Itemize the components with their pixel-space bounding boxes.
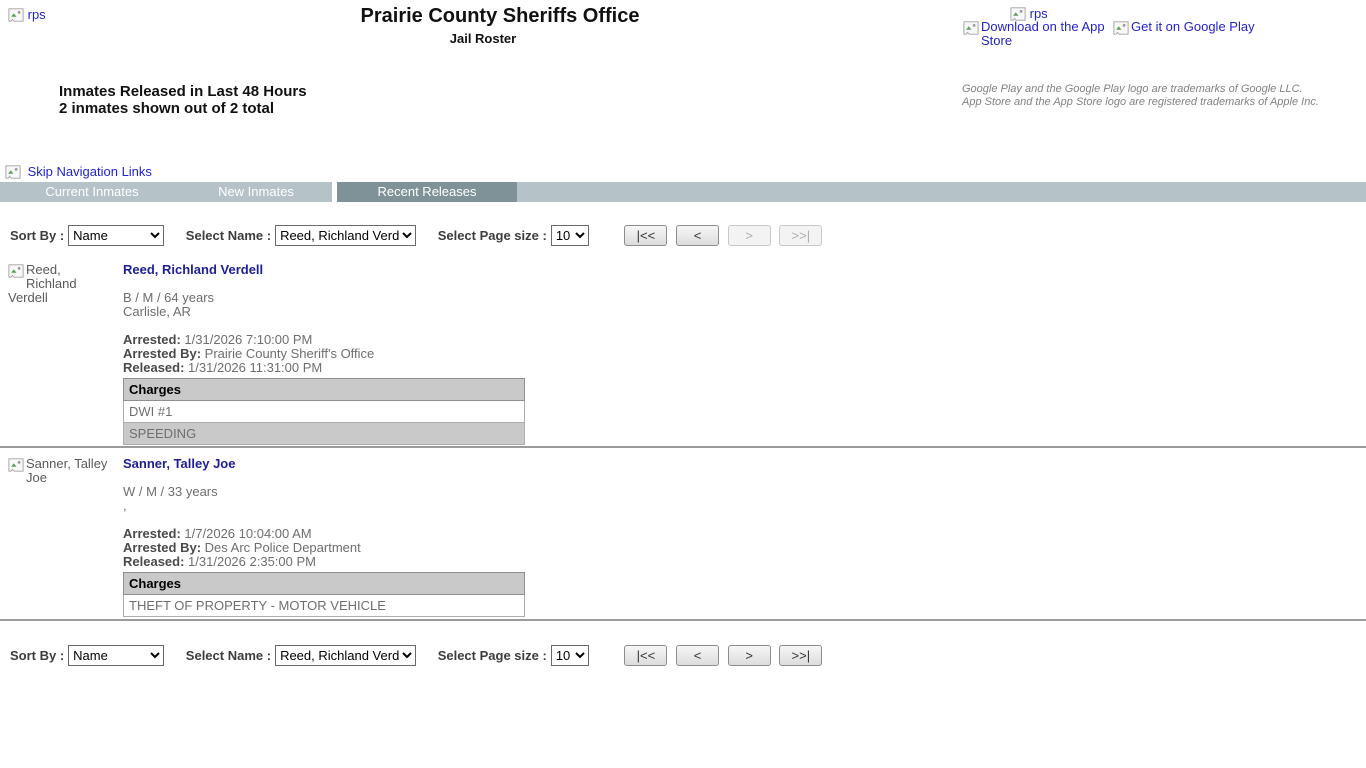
pagination-last-button: >>| bbox=[779, 225, 822, 246]
google-play-link-text: Get it on Google Play bbox=[1131, 19, 1255, 34]
arrested-by-label: Arrested By: bbox=[123, 540, 202, 555]
summary-title: Inmates Released in Last 48 Hours bbox=[59, 83, 307, 100]
summary-count: 2 inmates shown out of 2 total bbox=[59, 100, 275, 117]
released-value: 1/31/2026 2:35:00 PM bbox=[188, 554, 316, 569]
skip-navigation-link-text: Skip Navigation Links bbox=[27, 164, 152, 179]
pagination-last-button[interactable]: >>| bbox=[779, 645, 822, 666]
google-play-link[interactable] bbox=[1113, 20, 1273, 46]
select-name-select[interactable] bbox=[275, 225, 416, 246]
arrested-label: Arrested: bbox=[123, 332, 181, 347]
pagination-prev-button[interactable]: < bbox=[676, 225, 719, 246]
trademark-line1: Google Play and the Google Play logo are trademarks of Google LLC. bbox=[962, 83, 1303, 95]
tab-recent-releases[interactable]: Recent Releases bbox=[332, 182, 517, 202]
summary-heading bbox=[59, 83, 307, 117]
charges-table bbox=[123, 378, 525, 445]
pagination-prev-button[interactable]: < bbox=[676, 645, 719, 666]
sort-by-label: Sort By : bbox=[10, 648, 65, 663]
inmate-city-state: , bbox=[123, 498, 127, 513]
broken-image-icon bbox=[963, 20, 981, 46]
controls-bar-top bbox=[10, 225, 822, 247]
photo-alt-line: Reed, bbox=[26, 262, 61, 277]
charges-header: Charges bbox=[124, 379, 525, 401]
select-name-label: Select Name : bbox=[185, 228, 272, 243]
photo-alt-line: Richland bbox=[26, 276, 77, 291]
pagination-first-button[interactable]: |<< bbox=[624, 225, 667, 246]
sort-by-select[interactable] bbox=[68, 225, 164, 246]
charge-row: DWI #1 bbox=[124, 401, 525, 423]
app-store-download-link[interactable] bbox=[963, 20, 1111, 48]
broken-image-icon bbox=[5, 164, 23, 180]
charges-header: Charges bbox=[124, 573, 525, 595]
arrested-by-value: Prairie County Sheriff's Office bbox=[204, 346, 375, 361]
page-title: Prairie County Sheriffs Office bbox=[360, 5, 640, 27]
record-divider bbox=[0, 619, 1366, 621]
page-size-label: Select Page size : bbox=[437, 228, 547, 243]
pagination-next-button: > bbox=[728, 225, 771, 246]
released-label: Released: bbox=[123, 554, 185, 569]
arrested-value: 1/31/2026 7:10:00 PM bbox=[184, 332, 313, 347]
photo-alt-line: Joe bbox=[26, 470, 47, 485]
page-size-select[interactable] bbox=[551, 225, 589, 246]
page-subtitle: Jail Roster bbox=[449, 31, 517, 46]
broken-image-icon bbox=[1113, 20, 1131, 46]
sort-by-select[interactable] bbox=[68, 645, 164, 666]
select-name-select[interactable] bbox=[275, 645, 416, 666]
inmate-city-state: Carlisle, AR bbox=[123, 304, 191, 319]
charge-row: SPEEDING bbox=[124, 423, 525, 445]
inmate-photo-broken-image bbox=[8, 263, 114, 305]
pagination-first-button[interactable]: |<< bbox=[624, 645, 667, 666]
tab-bar bbox=[0, 182, 1366, 202]
record-divider bbox=[0, 446, 1366, 448]
skip-navigation-link[interactable] bbox=[5, 164, 152, 180]
pagination-next-button[interactable]: > bbox=[728, 645, 771, 666]
broken-image-icon bbox=[8, 263, 26, 289]
site-logo-alt-text: rps bbox=[27, 7, 46, 22]
inmate-record bbox=[8, 456, 1358, 617]
inmate-photo-broken-image bbox=[8, 457, 114, 485]
inmate-demographics: B / M / 64 years bbox=[123, 290, 215, 305]
arrested-by-label: Arrested By: bbox=[123, 346, 202, 361]
photo-alt-line: Sanner, Talley bbox=[26, 456, 108, 471]
app-store-link-text: Download on the App Store bbox=[981, 19, 1105, 48]
inmate-demographics: W / M / 33 years bbox=[123, 484, 218, 499]
controls-bar-bottom bbox=[10, 645, 822, 667]
released-label: Released: bbox=[123, 360, 185, 375]
broken-image-icon bbox=[8, 457, 26, 483]
arrested-value: 1/7/2026 10:04:00 AM bbox=[184, 526, 312, 541]
photo-alt-line: Verdell bbox=[8, 290, 48, 305]
app-badge-alt-text: rps bbox=[1029, 6, 1048, 21]
charges-table bbox=[123, 572, 525, 617]
sort-by-label: Sort By : bbox=[10, 228, 65, 243]
select-name-label: Select Name : bbox=[185, 648, 272, 663]
inmate-name-link[interactable]: Sanner, Talley Joe bbox=[123, 456, 236, 471]
tab-new-inmates[interactable]: New Inmates bbox=[218, 184, 294, 199]
charge-row: THEFT OF PROPERTY - MOTOR VEHICLE bbox=[124, 595, 525, 617]
inmate-name-link[interactable]: Reed, Richland Verdell bbox=[123, 262, 264, 277]
arrested-label: Arrested: bbox=[123, 526, 181, 541]
inmate-record bbox=[8, 262, 1358, 445]
page-size-select[interactable] bbox=[551, 645, 589, 666]
trademark-line2: App Store and the App Store logo are registered trademarks of Apple Inc. bbox=[962, 96, 1319, 108]
trademark-text bbox=[962, 83, 1319, 109]
page-size-label: Select Page size : bbox=[437, 648, 547, 663]
arrested-by-value: Des Arc Police Department bbox=[204, 540, 361, 555]
released-value: 1/31/2026 11:31:00 PM bbox=[188, 360, 323, 375]
tab-current-inmates[interactable]: Current Inmates bbox=[45, 184, 139, 199]
